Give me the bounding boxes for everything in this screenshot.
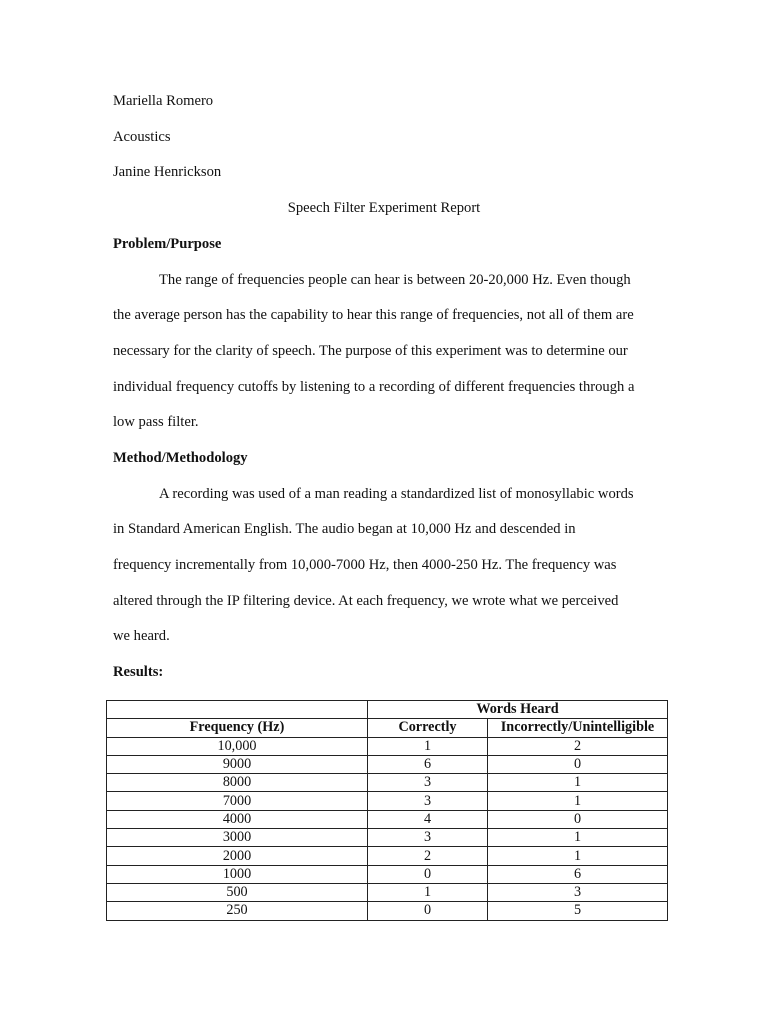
table-row: [107, 865, 668, 883]
incorrect-count-cell: 5: [488, 902, 668, 920]
table-blank-cell: [107, 701, 368, 719]
correct-count-cell: 1: [368, 737, 488, 755]
table-row: [107, 810, 668, 828]
method-line: altered through the IP filtering device. At each frequency, we wrote what we perceived: [113, 593, 619, 609]
frequency-cell: 8000: [107, 774, 368, 792]
report-title: Speech Filter Experiment Report: [287, 200, 481, 216]
results-table: [106, 700, 668, 921]
correct-count-cell: 1: [368, 883, 488, 901]
purpose-line: necessary for the clarity of speech. The purpose of this experiment was to determine our: [113, 343, 628, 359]
correct-count-cell: 0: [368, 902, 488, 920]
correct-count-cell: 3: [368, 774, 488, 792]
correct-count-cell: 3: [368, 829, 488, 847]
table-group-header-row: [107, 701, 668, 719]
incorrect-count-cell: 1: [488, 774, 668, 792]
course-name: Acoustics: [113, 129, 171, 145]
table-row: [107, 883, 668, 901]
author-name: Mariella Romero: [113, 93, 214, 109]
frequency-cell: 3000: [107, 829, 368, 847]
correct-count-cell: 3: [368, 792, 488, 810]
table-row: [107, 755, 668, 773]
method-line: frequency incrementally from 10,000-7000 Hz, then 4000-250 Hz. The frequency was: [113, 557, 617, 573]
instructor-name: Janine Henrickson: [113, 164, 222, 180]
purpose-line: low pass filter.: [113, 414, 199, 430]
correct-count-cell: 6: [368, 755, 488, 773]
frequency-cell: 2000: [107, 847, 368, 865]
table-row: [107, 774, 668, 792]
incorrect-count-cell: 1: [488, 792, 668, 810]
frequency-cell: 500: [107, 883, 368, 901]
table-row: [107, 829, 668, 847]
frequency-column-header: Frequency (Hz): [107, 719, 368, 737]
correct-count-cell: 2: [368, 847, 488, 865]
purpose-heading: Problem/Purpose: [113, 236, 222, 252]
incorrect-count-cell: 1: [488, 847, 668, 865]
frequency-cell: 10,000: [107, 737, 368, 755]
incorrect-count-cell: 0: [488, 810, 668, 828]
correct-count-cell: 4: [368, 810, 488, 828]
incorrect-count-cell: 3: [488, 883, 668, 901]
incorrect-count-cell: 1: [488, 829, 668, 847]
table-row: [107, 902, 668, 920]
incorrect-count-cell: 6: [488, 865, 668, 883]
method-heading: Method/Methodology: [113, 450, 248, 466]
method-line: we heard.: [113, 628, 170, 644]
table-row: [107, 847, 668, 865]
purpose-line: the average person has the capability to hear this range of frequencies, not all of them are: [113, 307, 634, 323]
frequency-cell: 7000: [107, 792, 368, 810]
correctly-column-header: Correctly: [368, 719, 488, 737]
table-row: [107, 737, 668, 755]
correct-count-cell: 0: [368, 865, 488, 883]
purpose-line: The range of frequencies people can hear is between 20-20,000 Hz. Even though: [159, 272, 631, 288]
frequency-cell: 1000: [107, 865, 368, 883]
frequency-cell: 4000: [107, 810, 368, 828]
incorrect-count-cell: 0: [488, 755, 668, 773]
incorrectly-column-header: Incorrectly/Unintelligible: [488, 719, 668, 737]
method-line: in Standard American English. The audio began at 10,000 Hz and descended in: [113, 521, 576, 537]
table-row: [107, 792, 668, 810]
frequency-cell: 250: [107, 902, 368, 920]
method-line: A recording was used of a man reading a standardized list of monosyllabic words: [159, 486, 634, 502]
table-body: [107, 737, 668, 920]
purpose-line: individual frequency cutoffs by listening to a recording of different frequencies through a: [113, 379, 635, 395]
words-heard-header: Words Heard: [368, 701, 668, 719]
incorrect-count-cell: 2: [488, 737, 668, 755]
frequency-cell: 9000: [107, 755, 368, 773]
results-heading: Results:: [113, 664, 164, 680]
table-header-row: [107, 719, 668, 737]
